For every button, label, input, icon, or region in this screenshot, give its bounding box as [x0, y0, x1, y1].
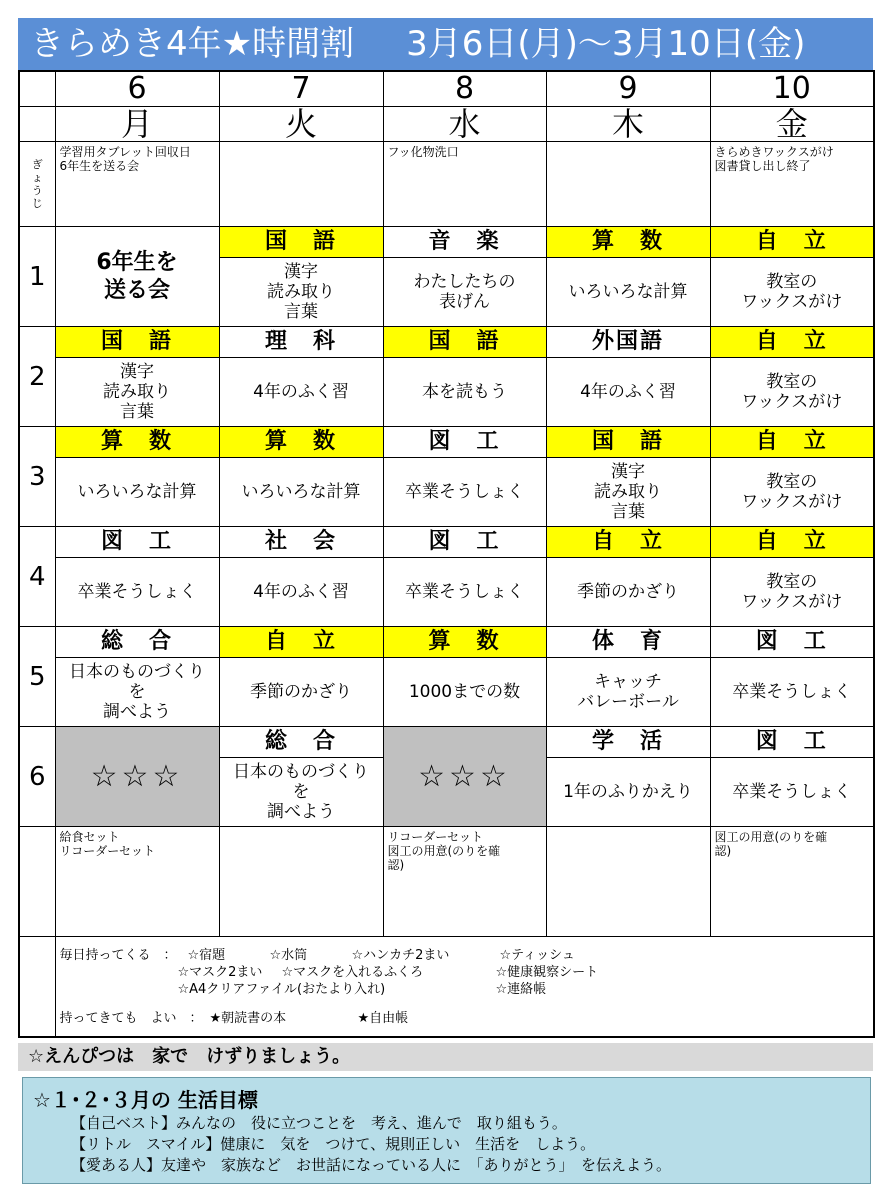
special-event: 6年生を 送る会	[55, 227, 219, 327]
subject: 算 数	[219, 427, 383, 458]
subject: 図 工	[383, 527, 546, 558]
lesson-content: 1000までの数	[383, 658, 546, 727]
day-number: 9	[546, 71, 710, 107]
page-title: きらめき4年★時間割	[30, 24, 355, 64]
daily-item: ☆A4クリアファイル(おたより入れ)	[177, 982, 386, 997]
lesson-content: 日本のものづくり を 調べよう	[219, 758, 383, 827]
period-number: 1	[19, 227, 55, 327]
lesson-content: 季節のかざり	[219, 658, 383, 727]
event-note	[546, 142, 710, 227]
pencil-reminder: ☆えんぴつは 家で けずりましょう。	[18, 1043, 873, 1071]
subject: 総 合	[55, 627, 219, 658]
subject: 理 科	[219, 327, 383, 358]
day-number: 10	[710, 71, 874, 107]
title-banner	[18, 18, 873, 70]
bring-note: 図工の用意(のりを確 認)	[710, 827, 874, 937]
events-row-label: ぎょうじ	[19, 142, 55, 227]
subject: 算 数	[383, 627, 546, 658]
daily-item: ☆健康観察シート	[495, 965, 599, 980]
lesson-content: 卒業そうしょく	[383, 558, 546, 627]
subject: 算 数	[55, 427, 219, 458]
goal-line: 【リトル スマイル】健康に 気を つけて、規則正しい 生活を しよう。	[71, 1135, 596, 1153]
daily-item: ☆水筒	[269, 948, 308, 963]
goal-line: 【愛ある人】友達や 家族など お世話になっている人に 「ありがとう」 を伝えよう。	[71, 1156, 672, 1174]
lesson-content: 漢字 読み取り 言葉	[219, 258, 383, 327]
optional-label: 持ってきても よい ：	[59, 1011, 203, 1026]
empty-slot-stars: ☆☆☆	[55, 727, 219, 827]
subject: 図 工	[383, 427, 546, 458]
period-number: 2	[19, 327, 55, 427]
day-number: 8	[383, 71, 546, 107]
daily-label: 毎日持ってくる ：	[59, 948, 177, 963]
subject: 算 数	[546, 227, 710, 258]
weekday-name: 火	[219, 107, 383, 142]
corner-cell	[19, 107, 55, 142]
lesson-content: 日本のものづくり を 調べよう	[55, 658, 219, 727]
event-note: フッ化物洗口	[383, 142, 546, 227]
daily-item: ☆ティッシュ	[499, 948, 575, 963]
subject: 自 立	[219, 627, 383, 658]
lesson-content: 教室の ワックスがけ	[710, 258, 874, 327]
daily-item: ☆マスクを入れるふくろ	[281, 965, 424, 980]
lesson-content: 卒業そうしょく	[383, 458, 546, 527]
subject: 図 工	[710, 727, 874, 758]
lesson-content: 卒業そうしょく	[710, 758, 874, 827]
subject: 自 立	[710, 427, 874, 458]
lesson-content: 4年のふく習	[219, 558, 383, 627]
bring-note: 給食セット リコーダーセット	[55, 827, 219, 937]
lesson-content: 漢字 読み取り 言葉	[546, 458, 710, 527]
subject: 社 会	[219, 527, 383, 558]
lesson-content: いろいろな計算	[219, 458, 383, 527]
subject: 体 育	[546, 627, 710, 658]
lesson-content: 4年のふく習	[546, 358, 710, 427]
empty-slot-stars: ☆☆☆	[383, 727, 546, 827]
subject: 自 立	[710, 327, 874, 358]
subject: 国 語	[55, 327, 219, 358]
period-number: 6	[19, 727, 55, 827]
daily-item: ☆連絡帳	[495, 982, 547, 997]
period-number: 4	[19, 527, 55, 627]
lesson-content: 漢字 読み取り 言葉	[55, 358, 219, 427]
goal-line: 【自己ベスト】みんなの 役に立つことを 考え、進んで 取り組もう。	[71, 1114, 567, 1132]
weekday-name: 木	[546, 107, 710, 142]
week-range: 3月6日(月)～3月10日(金)	[406, 24, 806, 64]
lesson-content: わたしたちの 表げん	[383, 258, 546, 327]
day-number: 6	[55, 71, 219, 107]
lesson-content: 卒業そうしょく	[710, 658, 874, 727]
lesson-content: いろいろな計算	[546, 258, 710, 327]
day-number: 7	[219, 71, 383, 107]
subject: 国 語	[383, 327, 546, 358]
event-note: 学習用タブレット回収日 6年生を送る会	[55, 142, 219, 227]
subject: 外国語	[546, 327, 710, 358]
period-number: 5	[19, 627, 55, 727]
lesson-content: 教室の ワックスがけ	[710, 458, 874, 527]
period-number: 3	[19, 427, 55, 527]
subject: 国 語	[219, 227, 383, 258]
daily-row-label	[19, 937, 55, 1037]
subject: 音 楽	[383, 227, 546, 258]
life-goals-box	[22, 1077, 871, 1184]
lesson-content: 本を読もう	[383, 358, 546, 427]
corner-cell	[19, 71, 55, 107]
daily-items	[55, 937, 874, 1037]
lesson-content: キャッチ バレーボール	[546, 658, 710, 727]
daily-item: ☆ハンカチ2まい	[351, 948, 450, 963]
weekday-name: 水	[383, 107, 546, 142]
goals-title: ☆１･２･３月の 生活目標	[33, 1088, 258, 1112]
lesson-content: 教室の ワックスがけ	[710, 358, 874, 427]
subject: 学 活	[546, 727, 710, 758]
subject: 図 工	[710, 627, 874, 658]
daily-item: ☆マスク2まい	[177, 965, 263, 980]
lesson-content: 卒業そうしょく	[55, 558, 219, 627]
lesson-content: 教室の ワックスがけ	[710, 558, 874, 627]
timetable	[18, 70, 875, 1038]
lesson-content: 4年のふく習	[219, 358, 383, 427]
lesson-content: 1年のふりかえり	[546, 758, 710, 827]
weekday-name: 月	[55, 107, 219, 142]
event-note: きらめきワックスがけ 図書貸し出し終了	[710, 142, 874, 227]
event-note	[219, 142, 383, 227]
optional-item: ★朝読書の本	[209, 1011, 287, 1026]
weekday-name: 金	[710, 107, 874, 142]
daily-item: ☆宿題	[187, 948, 226, 963]
optional-item: ★自由帳	[357, 1011, 409, 1026]
lesson-content: いろいろな計算	[55, 458, 219, 527]
bring-note	[219, 827, 383, 937]
subject: 図 工	[55, 527, 219, 558]
bring-note	[546, 827, 710, 937]
bring-note: リコーダーセット 図工の用意(のりを確 認)	[383, 827, 546, 937]
subject: 自 立	[710, 227, 874, 258]
lesson-content: 季節のかざり	[546, 558, 710, 627]
subject: 自 立	[710, 527, 874, 558]
subject: 総 合	[219, 727, 383, 758]
bring-row-label	[19, 827, 55, 937]
subject: 自 立	[546, 527, 710, 558]
subject: 国 語	[546, 427, 710, 458]
